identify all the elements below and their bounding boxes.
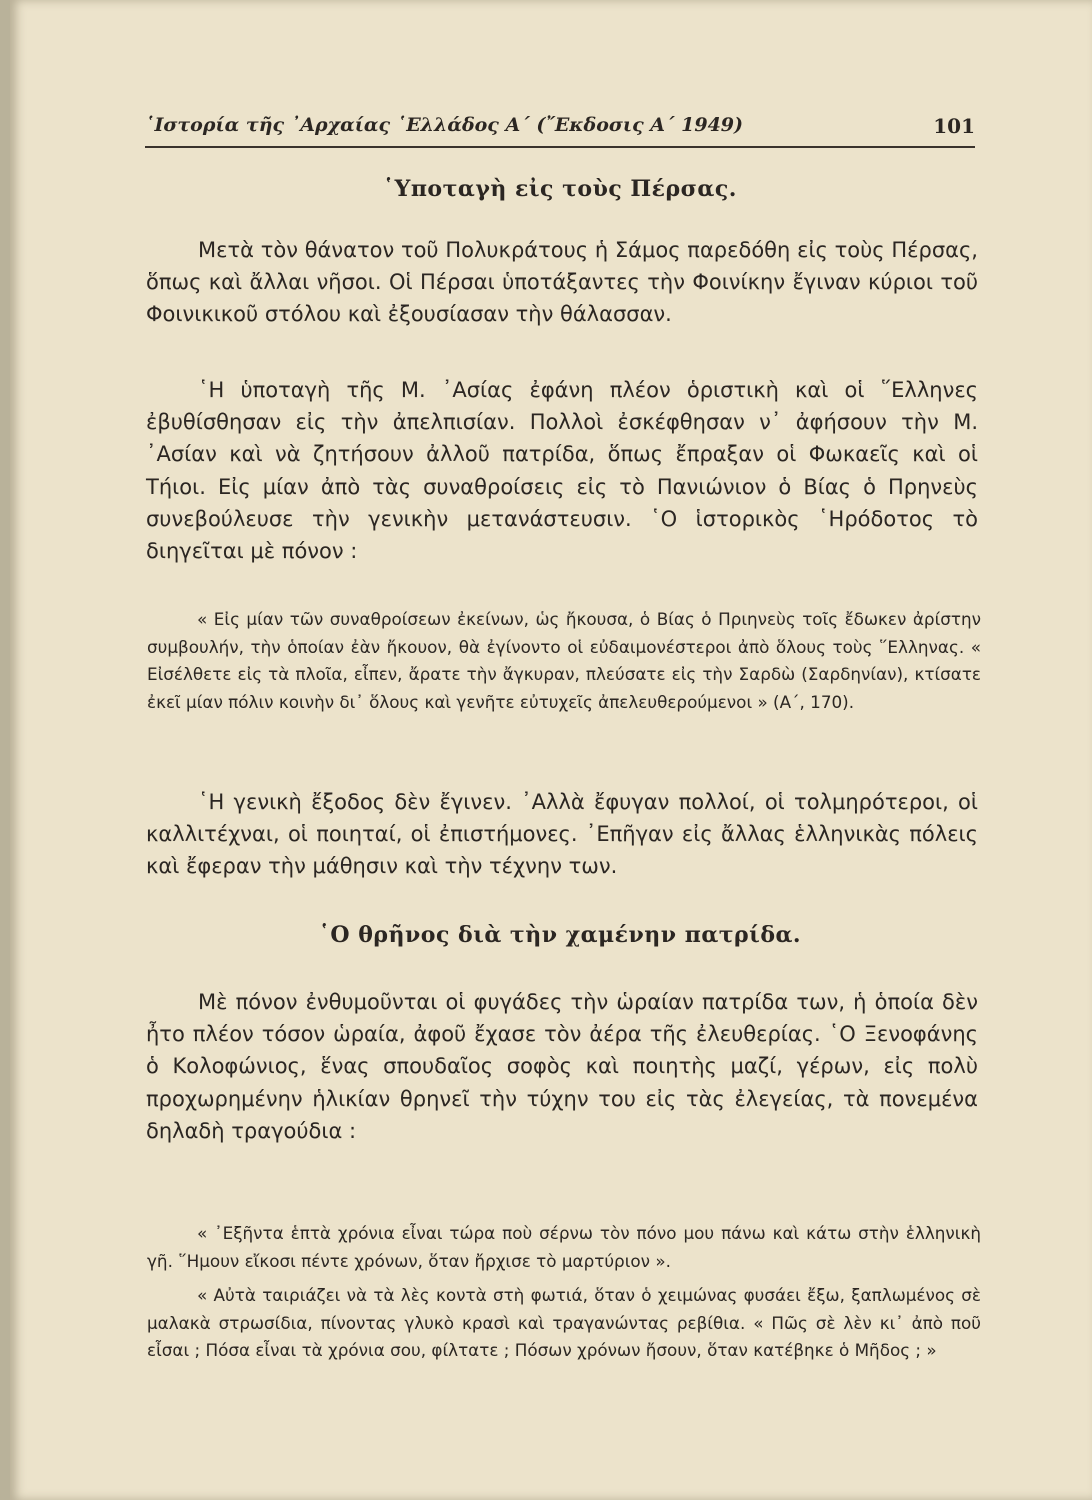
quote-elegy-fireside: « Αὐτὰ ταιριάζει νὰ τὰ λὲς κοντὰ στὴ φωτιά, ὅταν ὁ χειμώνας φυσάει ἔξω, ξαπλωμένος σὲ μαλακὰ στρωσίδια, πίνοντας γλυκὸ κρασὶ καὶ τραγανώντας ρεβίθια. « Πῶς σὲ λὲν κι᾿ ἀπὸ ποῦ εἶσαι ; Πόσα εἶναι τὰ χρόνια σου, φίλτατε ; Πόσων χρόνων ἤσουν, ὅταν κατέβηκε ὁ Μῆδος ; » <box>147 1285 981 1360</box>
quote-elegy-years: « ᾿Εξῆντα ἑπτὰ χρόνια εἶναι τώρα ποὺ σέρνω τὸν πόνο μου πάνω καὶ κάτω στὴν ἑλληνικὴ γῆ. ῞Ημουν εἴκοσι πέντε χρόνων, ὅταν ἤρχισε τὸ μαρτύριον ». <box>147 1223 981 1271</box>
running-title: ῾Ιστορία τῆς ᾿Αρχαίας ῾Ελλάδος Α΄ (῎Εκδοσις Α΄ 1949) <box>145 114 743 136</box>
paragraph-xenophanes: Μὲ πόνον ἐνθυμοῦνται οἱ φυγάδες τὴν ὡραίαν πατρίδα των, ἡ ὁποία δὲν ἦτο πλέον τόσον ὡραία, ἀφοῦ ἔχασε τὸν ἀέρα τῆς ἐλευθερίας. ῾Ο Ξενοφάνης ὁ Κολοφώνιος, ἕνας σπουδαῖος σοφὸς καὶ ποιητὴς μαζί, γέρων, εἰς πολὺ προχωρημένην ἡλικίαν θρηνεῖ τὴν τύχην του εἰς τὰς ἐλεγείας, τὰ πονεμένα δηλαδὴ τραγούδια : <box>146 990 978 1143</box>
quote-herodotus: « Εἰς μίαν τῶν συναθροίσεων ἐκείνων, ὡς ἤκουσα, ὁ Βίας ὁ Πριηνεὺς τοῖς ἔδωκεν ἀρίστην συμβουλήν, τὴν ὁποίαν ἐὰν ἤκουον, θὰ ἐγίνοντο οἱ εὐδαιμονέστεροι ἀπὸ ὅλους τοὺς ῞Ελληνας. « Εἰσέλθετε εἰς τὰ πλοῖα, εἶπεν, ἄρατε τὴν ἄγκυραν, πλεύσατε εἰς τὴν Σαρδὼ (Σαρδηνίαν), κτίσατε ἐκεῖ μίαν πόλιν κοινὴν δι᾿ ὅλους καὶ γενῆτε εὐτυχεῖς ἀπελευθερούμενοι » (Α΄, 170). <box>147 609 981 712</box>
paragraph-samos: Μετὰ τὸν θάνατον τοῦ Πολυκράτους ἡ Σάμος παρεδόθη εἰς τοὺς Πέρσας, ὅπως καὶ ἄλλαι νῆσοι. Οἱ Πέρσαι ὑποτάξαντες τὴν Φοινίκην ἔγιναν κύριοι τοῦ Φοινικικοῦ στόλου καὶ ἐξουσίασαν τὴν θάλασσαν. <box>146 238 978 327</box>
section-title-subjugation: ῾Υποταγὴ εἰς τοὺς Πέρσας. <box>383 176 737 202</box>
page-header <box>145 114 975 148</box>
book-page <box>10 0 1092 1500</box>
page-number: 101 <box>933 114 975 138</box>
section-title-lament: ῾Ο θρῆνος διὰ τὴν χαμένην πατρίδα. <box>318 922 802 948</box>
paragraph-despair: ῾Η ὑποταγὴ τῆς Μ. ᾿Ασίας ἐφάνη πλέον ὁριστικὴ καὶ οἱ ῞Ελληνες ἐβυθίσθησαν εἰς τὴν ἀπελπισίαν. Πολλοὶ ἐσκέφθησαν ν᾿ ἀφήσουν τὴν Μ. ᾿Ασίαν καὶ νὰ ζητήσουν ἀλλοῦ πατρίδα, ὅπως ἔπραξαν οἱ Φωκαεῖς καὶ οἱ Τήιοι. Εἰς μίαν ἀπὸ τὰς συναθροίσεις εἰς τὸ Πανιώνιον ὁ Βίας ὁ Πρηνεὺς συνεβούλευσε τὴν γενικὴν μετανάστευσιν. ῾Ο ἱστορικὸς ῾Ηρόδοτος τὸ διηγεῖται μὲ πόνον : <box>146 378 978 564</box>
paragraph-exodus: ῾Η γενικὴ ἔξοδος δὲν ἔγινεν. ᾿Αλλὰ ἔφυγαν πολλοί, οἱ τολμηρότεροι, οἱ καλλιτέχναι, οἱ ποιηταί, οἱ ἐπιστήμονες. ᾿Επῆγαν εἰς ἄλλας ἑλληνικὰς πόλεις καὶ ἔφεραν τὴν μάθησιν καὶ τὴν τέχνην των. <box>146 790 978 879</box>
